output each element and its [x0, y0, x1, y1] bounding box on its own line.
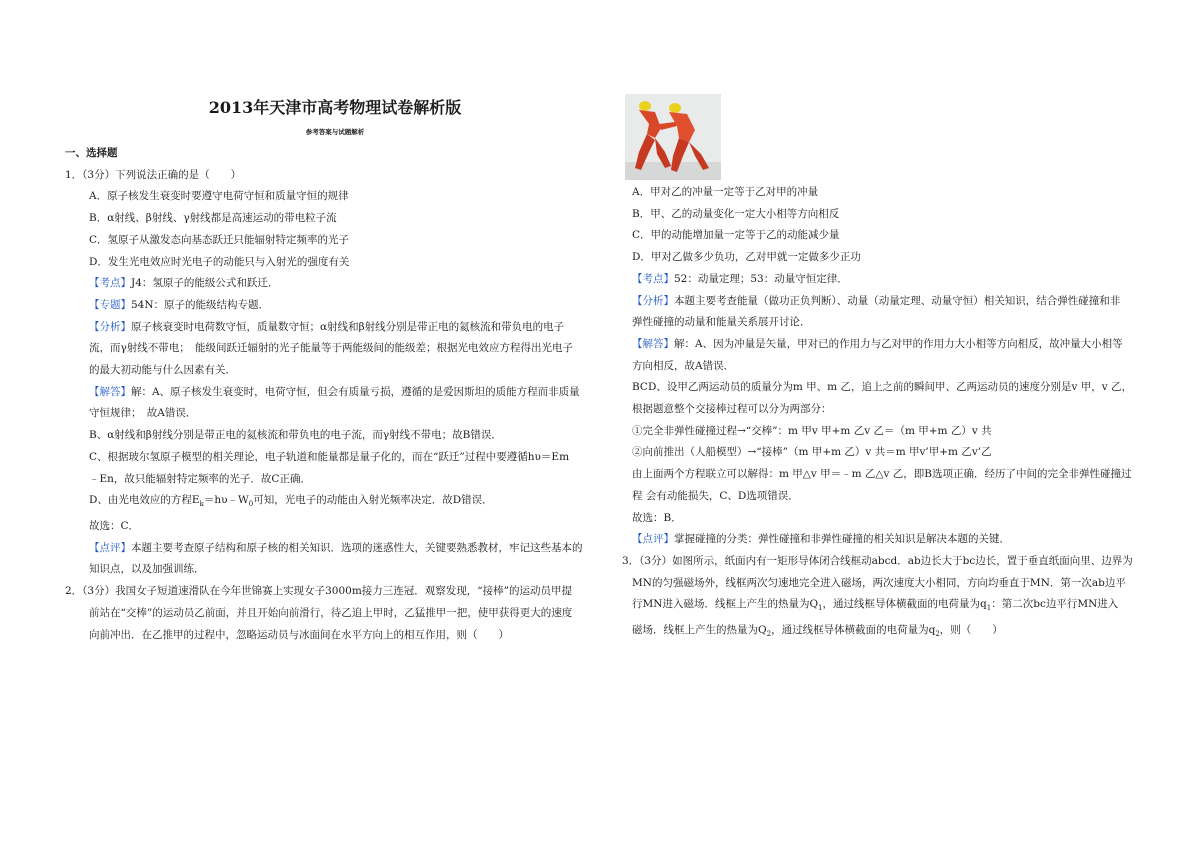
jieda-d-pre: D、由光电效应的方程E	[89, 494, 200, 507]
kaodian-text: J4：氢原子的能级公式和跃迁．	[131, 277, 279, 290]
q3-stem-4	[622, 620, 1162, 646]
q2-answer: 故选：B．	[632, 511, 682, 524]
q3-sub-charge1: 1	[986, 604, 992, 613]
q1-jieda-d	[65, 490, 605, 516]
q1-answer: 故选：C．	[89, 520, 140, 533]
q1-jieda-line-2: 守恒规律； 故A错误．	[89, 407, 197, 420]
q2-bcd-2: 根据题意整个交接棒过程可以分为两部分：	[632, 403, 832, 416]
dianping-tag: 【点评】	[632, 533, 674, 546]
q1-fenxi-line-3: 的最大初动能与什么因素有关．	[89, 364, 236, 377]
kaodian-tag: 【考点】	[89, 277, 131, 290]
q2-option-c: C．甲的动能增加量一定等于乙的动能减少量	[632, 229, 840, 242]
q2-stem-1: 2．（3分）我国女子短道速滑队在今年世锦赛上实现女子3000m接力三连冠．观察发现，“接棒”的运动员甲提	[65, 585, 573, 598]
q1-option-b: B．α射线、β射线、γ射线都是高速运动的带电粒子流	[89, 212, 337, 225]
q1-jieda-c-2: ﹣En，故只能辐射特定频率的光子．故C正确．	[89, 472, 311, 485]
q3-stem-3-mid: ，通过线框导体横截面的电荷量为q	[822, 598, 987, 611]
jieda-d-post: 可知，光电子的动能由入射光频率决定．故D错误．	[253, 494, 493, 507]
q2-fenxi	[622, 291, 1162, 313]
q2-option-d: D．甲对乙做多少负功，乙对甲就一定做多少正功	[632, 251, 861, 264]
q2-kaodian	[622, 269, 1162, 291]
q2-option-a: A．甲对乙的冲量一定等于乙对甲的冲量	[632, 186, 819, 198]
fenxi-tag: 【分析】	[89, 320, 131, 333]
left-column	[65, 0, 605, 646]
q3-stem-1: 3．（3分）如图所示，纸面内有一矩形导体闭合线框动abcd．ab边长大于bc边长，置于垂直纸面向里、边界为	[622, 554, 1133, 567]
right-column	[622, 0, 1162, 646]
q3-stem-3-pre: 行MN进入磁场．线框上产生的热量为Q	[632, 598, 819, 611]
q3-sub-q1: 1	[818, 604, 823, 613]
q2-jieda	[622, 334, 1162, 356]
jieda-text-1: 解：A、因为冲量是矢量，甲对已的作用力与乙对甲的作用力大小相等方向相反，故冲量大小相等	[674, 337, 1123, 350]
kaodian-tag: 【考点】	[632, 272, 674, 285]
q3-stem-2: MN的匀强磁场外，线框两次匀速地完全进入磁场，两次速度大小相同，方向均垂直于MN．第一次ab边平	[632, 576, 1126, 589]
q1-kaodian	[65, 273, 605, 295]
q3-sub-charge2: 2	[935, 630, 940, 639]
q2-option-b: B．甲、乙的动量变化一定大小相等方向相反	[632, 207, 840, 220]
q2-conclusion-1: 由上面两个方程联立可以解得：m 甲△v 甲＝﹣m 乙△v 乙，即B选项正确．经历了中间的完全非弹性碰撞过	[632, 468, 1132, 481]
zhuanti-tag: 【专题】	[89, 298, 131, 311]
q2-step-2: ②向前推出（人船模型）→“接棒”（m 甲+m 乙）v 共＝m 甲v’甲+m 乙v’乙	[632, 446, 992, 459]
q1-stem: 1．（3分）下列说法正确的是（ ）	[65, 168, 242, 181]
q1-zhuanti	[65, 295, 605, 317]
q1-dianping	[65, 538, 605, 560]
q1-jieda-c-1: C、根据玻尔氢原子模型的相关理论，电子轨道和能量都是量子化的，而在“跃迁”过程中要遵循hυ＝Em	[89, 450, 570, 463]
fenxi-tag: 【分析】	[632, 294, 674, 307]
q2-bcd-1: BCD、设甲乙两运动员的质量分为m 甲、m 乙，追上之前的瞬间甲、乙两运动员的速度分别是v 甲，v 乙，	[632, 381, 1132, 394]
q2-jieda-line-2: 方向相反，故A错误．	[632, 359, 735, 372]
dianping-tag: 【点评】	[89, 541, 131, 554]
q1-option-a: A．原子核发生衰变时要遵守电荷守恒和质量守恒的规律	[89, 190, 349, 203]
zhuanti-text: 54N：原子的能级结构专题．	[131, 298, 270, 311]
q1-fenxi-line-2: 流，而γ射线不带电； 能级间跃迁辐射的光子能量等于两能级间的能级差；根据光电效应方程得出光电子	[89, 342, 574, 355]
q2-step-1: ①完全非弹性碰撞过程→“交棒”：m 甲v 甲+m 乙v 乙＝（m 甲+m 乙）v 共	[632, 424, 992, 437]
q2-fenxi-line-2: 弹性碰撞的动量和能量关系展开讨论．	[632, 316, 811, 329]
jieda-d-sub-0: 0	[248, 500, 254, 509]
q2-stem-3: 向前冲出．在乙推甲的过程中，忽略运动员与冰面间在水平方向上的相互作用，则（ ）	[89, 628, 509, 641]
section-heading: 一、选择题	[65, 147, 118, 159]
q2-dianping	[622, 529, 1162, 551]
page-title: 2013年天津市高考物理试卷解析版	[208, 98, 462, 117]
q1-option-c: C．氢原子从激发态向基态跃迁只能辐射特定频率的光子	[89, 233, 350, 246]
q1-dianping-line-2: 知识点，以及加强训练．	[89, 563, 205, 576]
dianping-text: 掌握碰撞的分类：弹性碰撞和非弹性碰撞的相关知识是解决本题的关键．	[674, 533, 1010, 546]
dianping-text-1: 本题主要考查原子结构和原子核的相关知识．选项的迷惑性大，关键要熟悉教材，牢记这些基本的	[131, 541, 583, 554]
speed-skaters-image	[625, 94, 721, 180]
q3-stem-3	[622, 594, 1162, 620]
q3-sub-q2: 2	[766, 630, 772, 639]
q3-stem-4-pre: 磁场．线框上产生的热量为Q	[632, 624, 767, 637]
fenxi-text-1: 本题主要考查能量（做功正负判断）、动量（动量定理、动量守恒）相关知识，结合弹性碰撞和非	[674, 294, 1121, 307]
q2-stem-2: 前站在“交棒”的运动员乙前面，并且开始向前滑行，待乙追上甲时，乙猛推甲一把，使甲获得更大的速度	[89, 606, 573, 619]
q3-stem-4-mid: ，通过线框导体横截面的电荷量为q	[771, 624, 936, 637]
q1-option-d: D．发生光电效应时光电子的动能只与入射光的强度有关	[89, 255, 350, 268]
q1-jieda-b: B、α射线和β射线分别是带正电的氦核流和带负电的电子流，而γ射线不带电；故B错误．	[89, 429, 502, 442]
jieda-tag: 【解答】	[89, 385, 131, 398]
q1-jieda	[65, 382, 605, 404]
jieda-d-mid: ＝hυ﹣W	[203, 494, 249, 507]
jieda-text-1: 解：A、原子核发生衰变时，电荷守恒，但会有质量亏损，遵循的是爱因斯坦的质能方程而非质量	[131, 385, 580, 398]
q3-stem-4-post: ，则（ ）	[939, 624, 1003, 637]
q2-conclusion-2: 程 会有动能损失，C、D选项错误．	[632, 489, 799, 502]
kaodian-text: 52：动量定理；53：动量守恒定律．	[674, 272, 848, 285]
q1-fenxi	[65, 317, 605, 339]
jieda-d-sub-k: k	[199, 500, 204, 509]
jieda-tag: 【解答】	[632, 337, 674, 350]
page-subtitle: 参考答案与试题解析	[305, 128, 365, 136]
q3-stem-3-post: ：第二次bc边平行MN进入	[991, 598, 1119, 611]
fenxi-text-1: 原子核衰变时电荷数守恒，质量数守恒；α射线和β射线分别是带正电的氦核流和带负电的电子	[131, 320, 565, 333]
